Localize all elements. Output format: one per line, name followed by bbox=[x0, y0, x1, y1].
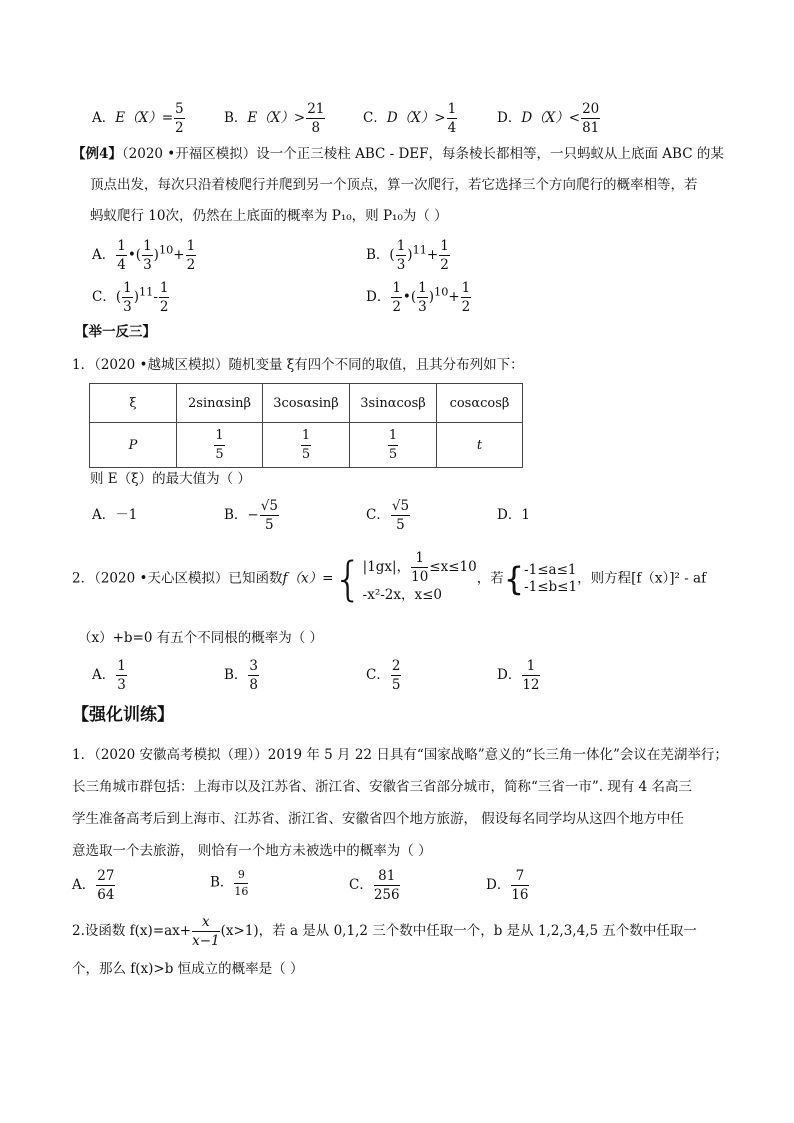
q1-option-c bbox=[366, 499, 411, 532]
example4-line1 bbox=[72, 148, 724, 162]
example-tag: 【例4】 bbox=[72, 146, 122, 162]
condition: -1≤a≤1 bbox=[524, 561, 577, 578]
question-text: ，若 bbox=[476, 570, 504, 587]
fraction: $\frac{1}{4}$ bbox=[447, 101, 457, 137]
operator: - bbox=[153, 289, 158, 306]
option-expression: D（X）< bbox=[521, 110, 581, 127]
t1-line4: 意选取一个去旅游， 则恰有一个地方未被选中的概率为（ ） bbox=[72, 843, 432, 859]
q1-option-b bbox=[224, 499, 280, 532]
t1-line2: 长三角城市群包括：上海市以及江苏省、浙江省、安徽省三省部分城市，简称“三省一市”. 现有 4 名高三 bbox=[72, 779, 693, 795]
left-brace-icon: { bbox=[503, 560, 525, 599]
q1-option-d: D．1 bbox=[497, 507, 530, 523]
top-option-a bbox=[92, 102, 186, 135]
fraction: $\frac{3}{8}$ bbox=[249, 658, 259, 694]
operator: + bbox=[426, 247, 439, 264]
table-cell: P bbox=[90, 423, 177, 468]
option-label: A． bbox=[92, 110, 116, 127]
example4-option-b: B．( $\frac{1}{3}$ )$^{11}$+ $\frac{1}{2}$ bbox=[366, 238, 449, 274]
option-label: C． bbox=[366, 667, 390, 684]
option-label: B． bbox=[210, 874, 234, 891]
operator: •( bbox=[127, 247, 142, 264]
function-expression: f（x）= bbox=[282, 570, 334, 587]
fraction: $\frac{20}{81}$ bbox=[582, 101, 600, 137]
option-label: D． bbox=[497, 110, 522, 127]
option-label: B．− bbox=[224, 507, 259, 524]
piecewise-cases bbox=[363, 551, 477, 607]
option-label: A． bbox=[92, 247, 116, 264]
option-label: D． bbox=[366, 289, 391, 306]
table-cell: 3sinαcosβ bbox=[350, 384, 437, 423]
q2-option-b bbox=[224, 659, 260, 692]
t2-line2: 个，那么 f(x)>b 恒成立的概率是（ ） bbox=[72, 961, 304, 977]
option-label: A． bbox=[72, 877, 96, 894]
fraction: $\frac{1}{3}$ bbox=[117, 658, 126, 694]
fraction: $\frac{x}{x-1}$ bbox=[192, 914, 220, 950]
left-brace-icon: { bbox=[333, 552, 363, 607]
table-row bbox=[90, 384, 523, 423]
option-label: B． bbox=[224, 110, 248, 127]
fraction: $\frac{7}{16}$ bbox=[511, 868, 529, 904]
fraction: $\frac{1}{4}$ bbox=[117, 238, 126, 274]
exponent: 11 bbox=[139, 285, 154, 299]
fraction: $\frac{1}{2}$ bbox=[186, 238, 196, 274]
q2-line2: （x）+b=0 有五个不同根的概率为（ ） bbox=[78, 630, 324, 646]
fraction: $\frac{1}{3}$ bbox=[396, 238, 406, 274]
question-text: 2.设函数 f(x)=ax+ bbox=[72, 923, 192, 940]
top-option-d bbox=[497, 102, 601, 135]
section-heading-jyfs: 【举一反三】 bbox=[75, 324, 156, 340]
option-expression: E（X）> bbox=[247, 110, 306, 127]
operator: + bbox=[173, 247, 185, 264]
fraction: $\frac{√5}{5}$ bbox=[260, 498, 278, 534]
fraction: $\frac{1}{5}$ bbox=[388, 427, 398, 462]
table-row bbox=[90, 423, 523, 468]
fraction: $\frac{1}{2}$ bbox=[159, 280, 169, 316]
q2-option-c bbox=[366, 659, 402, 692]
t2-line1 bbox=[72, 915, 697, 948]
fraction: $\frac{9}{16}$ bbox=[234, 868, 249, 898]
fraction: $\frac{1}{2}$ bbox=[440, 238, 449, 274]
table-cell: 2sinαsinβ bbox=[177, 384, 263, 423]
option-label: D． bbox=[486, 877, 511, 894]
section-heading-qhxl: 【强化训练】 bbox=[72, 705, 174, 725]
option-label: C． bbox=[349, 877, 373, 894]
option-label: B． bbox=[224, 667, 248, 684]
fraction: $\frac{27}{64}$ bbox=[97, 868, 115, 904]
fraction: $\frac{2}{5}$ bbox=[391, 658, 401, 694]
t1-line1: 1．（2020 安徽高考模拟（理））2019 年 5 月 22 日具有“国家战略”意义的“长三角一体化”会议在芜湖举行； bbox=[72, 747, 728, 763]
fraction: $\frac{5}{2}$ bbox=[175, 101, 184, 137]
q1-option-a: A．－1 bbox=[92, 507, 138, 523]
case-text: ≤x≤10 bbox=[429, 559, 477, 576]
table-cell: t bbox=[437, 423, 523, 468]
q2-line1 bbox=[72, 551, 706, 607]
fraction: $\frac{1}{5}$ bbox=[215, 427, 224, 462]
distribution-table bbox=[89, 383, 523, 468]
table-cell: cosαcosβ bbox=[437, 384, 523, 423]
option-label: D． bbox=[497, 667, 522, 684]
example4-line3: 蚂蚁爬行 10次，仍然在上底面的概率为 P₁₀，则 P₁₀为（ ） bbox=[90, 208, 448, 224]
operator: •( bbox=[402, 289, 417, 306]
fraction: $\frac{1}{3}$ bbox=[418, 280, 427, 316]
table-cell bbox=[177, 423, 263, 468]
t1-option-d bbox=[486, 869, 530, 902]
t1-option-b bbox=[210, 869, 249, 897]
example4-option-a: A． $\frac{1}{4}$ •( $\frac{1}{3}$ )$^{10}$+ $\frac{1}{2}$ bbox=[92, 238, 196, 274]
table-cell: 3cosαsinβ bbox=[263, 384, 350, 423]
example-source: （2020 •开福区模拟） bbox=[121, 146, 257, 162]
option-label: C． bbox=[92, 289, 116, 306]
option-expression: E（X）= bbox=[115, 110, 174, 127]
fraction: $\frac{81}{256}$ bbox=[373, 868, 400, 904]
t1-line3: 学生准备高考后到上海市、江苏省、浙江省、安徽省四个地方旅游， 假设每名同学均从这四个地方中任 bbox=[72, 811, 684, 827]
fraction: $\frac{1}{2}$ bbox=[461, 280, 471, 316]
table-cell: ξ bbox=[90, 384, 177, 423]
q1-ask: 则 E（ξ）的最大值为（ ） bbox=[90, 471, 251, 487]
case-2: -x²-2x，x≤0 bbox=[362, 587, 443, 604]
condition: -1≤b≤1 bbox=[524, 579, 578, 596]
q2-option-d bbox=[497, 659, 541, 692]
option-expression: D（X）> bbox=[386, 110, 446, 127]
exponent: 11 bbox=[412, 243, 427, 257]
q2-option-a bbox=[92, 659, 128, 692]
case-text: |1gx|， bbox=[362, 559, 411, 576]
t1-option-c bbox=[349, 869, 401, 902]
table-cell bbox=[350, 423, 437, 468]
question-text: ，则方程[f（x）]² - af bbox=[577, 570, 707, 587]
example4-option-c: C．( $\frac{1}{3}$ )$^{11}$- $\frac{1}{2}$ bbox=[92, 280, 169, 316]
case-1 bbox=[363, 551, 477, 584]
example4-line2: 顶点出发，每次只沿着棱爬行并爬到另一个顶点，算一次爬行，若它选择三个方向爬行的概率相等，若 bbox=[90, 177, 698, 193]
fraction: $\frac{1}{3}$ bbox=[123, 280, 132, 316]
question-text: (x>1)，若 a 是从 0,1,2 三个数中任取一个，b 是从 1,2,3,4,5 五个数中任取一 bbox=[220, 923, 697, 940]
table-cell bbox=[263, 423, 350, 468]
option-label: B． bbox=[366, 247, 390, 264]
fraction: $\frac{21}{8}$ bbox=[307, 101, 325, 137]
fraction: $\frac{1}{5}$ bbox=[301, 427, 311, 462]
operator: ( bbox=[389, 247, 395, 264]
fraction: $\frac{1}{3}$ bbox=[143, 238, 152, 274]
example-text: 设一个正三棱柱 ABC - DEF，每条棱长都相等，一只蚂蚁从上底面 ABC 的某 bbox=[256, 146, 724, 162]
fraction: $\frac{√5}{5}$ bbox=[391, 498, 410, 534]
conditions bbox=[524, 562, 577, 597]
exponent: 10 bbox=[158, 243, 174, 257]
fraction: $\frac{1}{2}$ bbox=[392, 280, 401, 316]
option-label: C． bbox=[366, 507, 390, 524]
fraction: $\frac{1}{12}$ bbox=[522, 658, 540, 694]
q1-stem: 1．（2020 •越城区模拟）随机变量 ξ有四个不同的取值，且其分布列如下： bbox=[72, 357, 524, 373]
option-label: A． bbox=[92, 667, 116, 684]
question-text: 2．（2020 •天心区模拟）已知函数 bbox=[72, 570, 283, 587]
operator: ( bbox=[115, 289, 122, 306]
exponent: 10 bbox=[434, 285, 449, 299]
option-label: C． bbox=[363, 110, 387, 127]
operator: + bbox=[448, 289, 460, 306]
top-option-c bbox=[363, 102, 458, 135]
top-option-b bbox=[224, 102, 326, 135]
t1-option-a bbox=[72, 869, 116, 902]
example4-option-d: D． $\frac{1}{2}$ •( $\frac{1}{3}$ )$^{10}$+ $\frac{1}{2}$ bbox=[366, 280, 471, 316]
fraction: $\frac{1}{10}$ bbox=[411, 550, 429, 586]
